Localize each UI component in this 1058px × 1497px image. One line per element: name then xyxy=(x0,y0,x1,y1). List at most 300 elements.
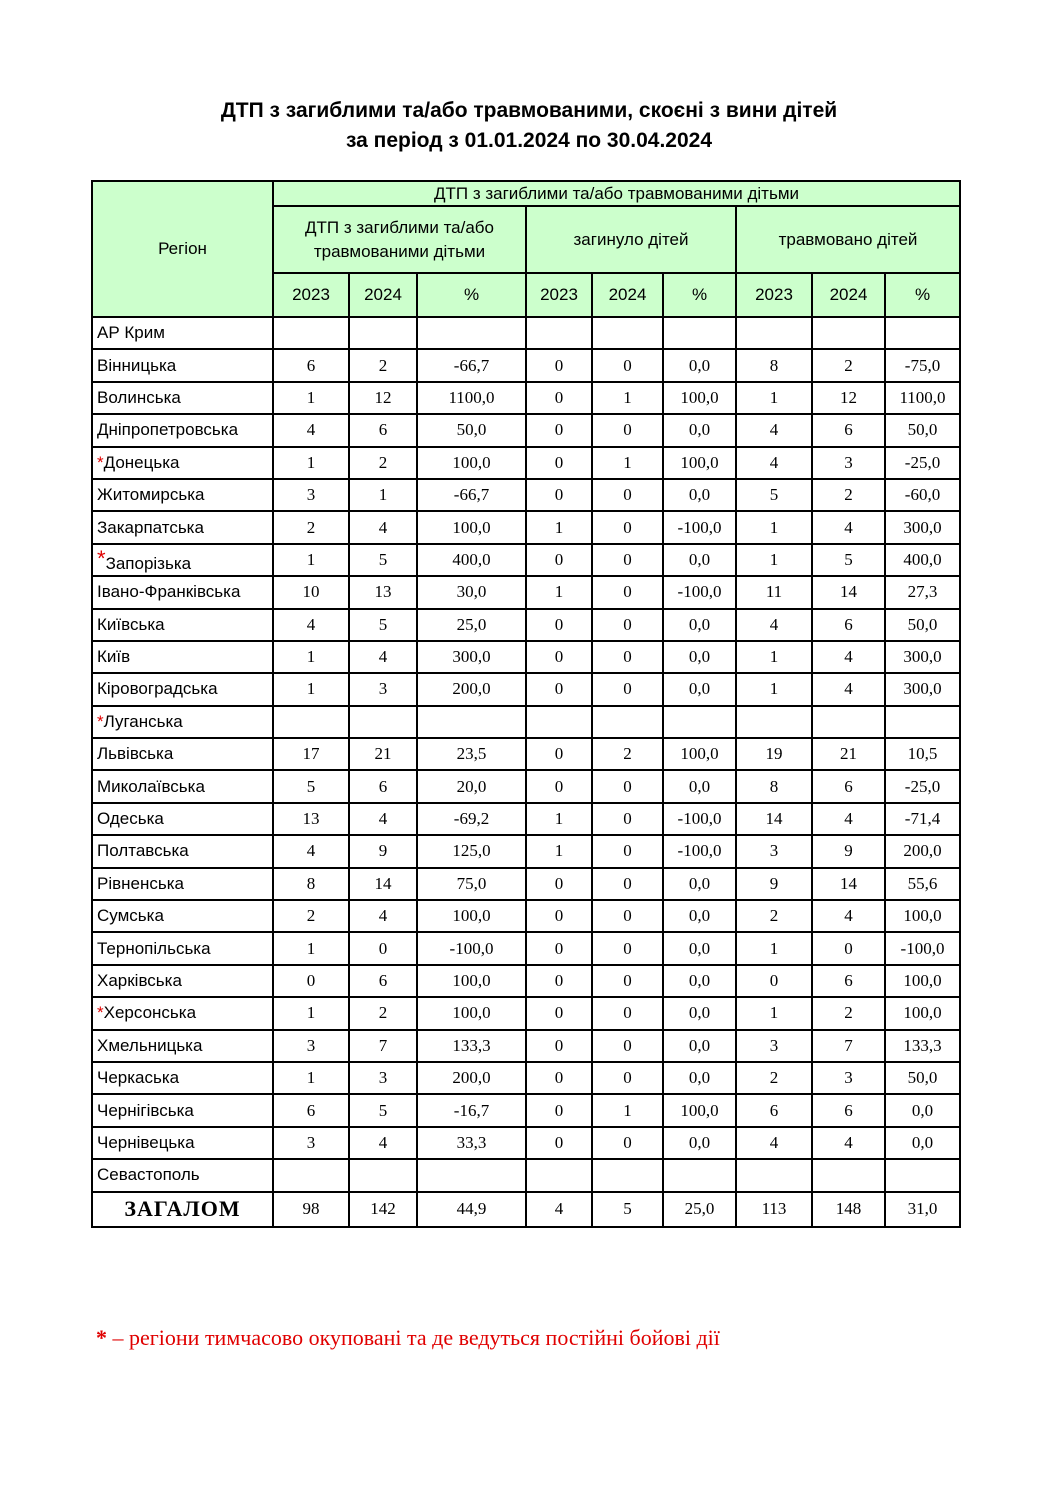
value-cell: 4 xyxy=(273,835,349,867)
region-cell xyxy=(92,997,273,1029)
value-cell: 3 xyxy=(273,1127,349,1159)
value-cell: 5 xyxy=(349,544,417,576)
value-cell xyxy=(349,317,417,349)
pct-cell: 100,0 xyxy=(417,511,526,543)
value-cell: 1 xyxy=(273,544,349,576)
value-cell: 0 xyxy=(526,349,592,381)
pct-cell: 100,0 xyxy=(417,900,526,932)
pct-cell: 33,3 xyxy=(417,1127,526,1159)
header-injured-2024: 2024 xyxy=(812,273,885,317)
value-cell: 1 xyxy=(273,447,349,479)
value-cell: 0 xyxy=(592,576,663,608)
region-name: Полтавська xyxy=(97,841,189,861)
region-name: Київська xyxy=(97,614,165,634)
pct-cell: -16,7 xyxy=(417,1094,526,1126)
value-cell: 2 xyxy=(736,900,812,932)
pct-cell: 300,0 xyxy=(885,511,960,543)
pct-cell: 133,3 xyxy=(417,1030,526,1062)
region-cell xyxy=(92,382,273,414)
value-cell: 0 xyxy=(526,479,592,511)
pct-cell: 300,0 xyxy=(885,673,960,705)
value-cell: 0 xyxy=(592,1062,663,1094)
pct-cell: 100,0 xyxy=(417,447,526,479)
value-cell: 8 xyxy=(736,349,812,381)
value-cell xyxy=(349,706,417,738)
value-cell: 1 xyxy=(349,479,417,511)
value-cell: 6 xyxy=(349,770,417,802)
table-row xyxy=(92,835,960,867)
value-cell: 0 xyxy=(526,997,592,1029)
value-cell: 11 xyxy=(736,576,812,608)
pct-cell xyxy=(417,1159,526,1191)
value-cell: 10 xyxy=(273,576,349,608)
value-cell: 5 xyxy=(812,544,885,576)
value-cell: 19 xyxy=(736,738,812,770)
region-cell xyxy=(92,414,273,446)
value-cell: 1 xyxy=(736,382,812,414)
value-cell xyxy=(812,706,885,738)
region-cell xyxy=(92,544,273,576)
region-name: Вінницька xyxy=(97,355,177,375)
pct-cell: 27,3 xyxy=(885,576,960,608)
value-cell: 0 xyxy=(592,349,663,381)
pct-cell: 100,0 xyxy=(417,997,526,1029)
region-name: Житомирська xyxy=(97,485,205,505)
table-row xyxy=(92,317,960,349)
region-cell xyxy=(92,1062,273,1094)
pct-cell: 75,0 xyxy=(417,868,526,900)
header-group-dtp: ДТП з загиблими та/або травмованими дітьми xyxy=(273,206,526,273)
header-killed-pct: % xyxy=(663,273,736,317)
pct-cell: -25,0 xyxy=(885,447,960,479)
pct-cell: 0,0 xyxy=(663,544,736,576)
value-cell: 0 xyxy=(812,932,885,964)
value-cell: 0 xyxy=(592,900,663,932)
value-cell: 5 xyxy=(349,1094,417,1126)
value-cell: 0 xyxy=(526,1030,592,1062)
pct-cell: 300,0 xyxy=(885,641,960,673)
pct-cell: 1100,0 xyxy=(417,382,526,414)
table-row xyxy=(92,576,960,608)
pct-cell: 0,0 xyxy=(663,1062,736,1094)
region-name: Миколаївська xyxy=(97,776,205,796)
region-name: Одеська xyxy=(97,809,164,829)
pct-cell xyxy=(663,317,736,349)
pct-cell: -66,7 xyxy=(417,479,526,511)
value-cell: 6 xyxy=(812,770,885,802)
pct-cell: -100,0 xyxy=(663,803,736,835)
pct-cell: 300,0 xyxy=(417,641,526,673)
value-cell: 1 xyxy=(592,382,663,414)
region-name: Черкаська xyxy=(97,1068,180,1088)
value-cell xyxy=(736,317,812,349)
pct-cell: 125,0 xyxy=(417,835,526,867)
value-cell: 1 xyxy=(592,447,663,479)
total-value-cell: 98 xyxy=(273,1192,349,1227)
value-cell: 1 xyxy=(736,932,812,964)
value-cell: 4 xyxy=(349,1127,417,1159)
value-cell: 1 xyxy=(736,511,812,543)
value-cell: 4 xyxy=(349,803,417,835)
value-cell: 0 xyxy=(592,803,663,835)
region-name: Київ xyxy=(97,647,131,667)
region-cell xyxy=(92,1159,273,1191)
value-cell: 1 xyxy=(273,932,349,964)
value-cell: 0 xyxy=(592,770,663,802)
table-row xyxy=(92,479,960,511)
value-cell: 0 xyxy=(526,738,592,770)
value-cell: 7 xyxy=(812,1030,885,1062)
value-cell xyxy=(273,1159,349,1191)
header-group-killed: загинуло дітей xyxy=(526,206,736,273)
value-cell: 4 xyxy=(736,1127,812,1159)
pct-cell xyxy=(885,1159,960,1191)
value-cell: 0 xyxy=(592,414,663,446)
value-cell: 2 xyxy=(812,349,885,381)
pct-cell: 100,0 xyxy=(885,965,960,997)
value-cell: 4 xyxy=(736,609,812,641)
value-cell: 9 xyxy=(349,835,417,867)
total-value-cell: 142 xyxy=(349,1192,417,1227)
table-row xyxy=(92,641,960,673)
region-name: Запорізька xyxy=(105,553,192,573)
value-cell: 4 xyxy=(812,673,885,705)
value-cell: 0 xyxy=(592,673,663,705)
table-row xyxy=(92,609,960,641)
region-name: Донецька xyxy=(103,452,180,472)
value-cell: 1 xyxy=(736,641,812,673)
pct-cell xyxy=(885,706,960,738)
value-cell: 8 xyxy=(736,770,812,802)
header-injured-pct: % xyxy=(885,273,960,317)
region-name: Луганська xyxy=(103,711,183,731)
header-dtp-pct: % xyxy=(417,273,526,317)
value-cell xyxy=(526,1159,592,1191)
pct-cell: 0,0 xyxy=(663,900,736,932)
total-pct-cell: 44,9 xyxy=(417,1192,526,1227)
value-cell: 6 xyxy=(349,414,417,446)
table-row xyxy=(92,1127,960,1159)
pct-cell: 100,0 xyxy=(663,447,736,479)
region-cell xyxy=(92,1127,273,1159)
value-cell: 2 xyxy=(736,1062,812,1094)
value-cell: 0 xyxy=(592,965,663,997)
pct-cell: 400,0 xyxy=(885,544,960,576)
pct-cell: 100,0 xyxy=(663,382,736,414)
pct-cell: 0,0 xyxy=(663,965,736,997)
value-cell: 0 xyxy=(526,609,592,641)
value-cell: 4 xyxy=(812,900,885,932)
table-row xyxy=(92,673,960,705)
value-cell: 0 xyxy=(592,511,663,543)
value-cell xyxy=(526,706,592,738)
value-cell: 4 xyxy=(273,414,349,446)
region-cell xyxy=(92,641,273,673)
region-cell xyxy=(92,868,273,900)
value-cell: 2 xyxy=(592,738,663,770)
value-cell: 0 xyxy=(526,1094,592,1126)
value-cell: 5 xyxy=(349,609,417,641)
value-cell: 3 xyxy=(812,447,885,479)
value-cell: 1 xyxy=(526,835,592,867)
pct-cell: 0,0 xyxy=(663,414,736,446)
value-cell: 0 xyxy=(526,382,592,414)
value-cell: 4 xyxy=(812,1127,885,1159)
value-cell: 3 xyxy=(273,1030,349,1062)
table-row xyxy=(92,900,960,932)
table-row xyxy=(92,965,960,997)
total-pct-cell: 31,0 xyxy=(885,1192,960,1227)
pct-cell: 0,0 xyxy=(885,1094,960,1126)
value-cell: 2 xyxy=(273,900,349,932)
table-row xyxy=(92,803,960,835)
pct-cell: 23,5 xyxy=(417,738,526,770)
value-cell: 5 xyxy=(736,479,812,511)
value-cell: 0 xyxy=(526,868,592,900)
value-cell: 0 xyxy=(526,641,592,673)
value-cell xyxy=(273,317,349,349)
pct-cell: 0,0 xyxy=(663,770,736,802)
value-cell: 1 xyxy=(526,511,592,543)
pct-cell: 50,0 xyxy=(885,414,960,446)
value-cell: 1 xyxy=(592,1094,663,1126)
value-cell: 5 xyxy=(273,770,349,802)
pct-cell: 20,0 xyxy=(417,770,526,802)
value-cell: 1 xyxy=(736,544,812,576)
region-name: АР Крим xyxy=(97,323,165,343)
title-line-2: за період з 01.01.2024 по 30.04.2024 xyxy=(345,129,713,152)
value-cell: 0 xyxy=(592,997,663,1029)
region-cell xyxy=(92,1030,273,1062)
table-row xyxy=(92,1062,960,1094)
region-name: Рівненська xyxy=(97,873,185,893)
value-cell: 0 xyxy=(592,609,663,641)
value-cell: 13 xyxy=(349,576,417,608)
value-cell: 0 xyxy=(736,965,812,997)
pct-cell: 55,6 xyxy=(885,868,960,900)
total-value-cell: 5 xyxy=(592,1192,663,1227)
pct-cell: 0,0 xyxy=(663,868,736,900)
value-cell: 14 xyxy=(812,576,885,608)
pct-cell: -100,0 xyxy=(885,932,960,964)
pct-cell: 0,0 xyxy=(663,479,736,511)
pct-cell: 100,0 xyxy=(663,738,736,770)
footnote-text: – регіони тимчасово окуповані та де ведуться постійні бойові дії xyxy=(107,1325,720,1350)
pct-cell: -100,0 xyxy=(417,932,526,964)
value-cell: 0 xyxy=(592,1030,663,1062)
value-cell: 6 xyxy=(273,349,349,381)
pct-cell: 0,0 xyxy=(663,1127,736,1159)
value-cell: 0 xyxy=(349,932,417,964)
value-cell: 0 xyxy=(526,900,592,932)
region-cell xyxy=(92,738,273,770)
value-cell: 4 xyxy=(349,511,417,543)
pct-cell: 1100,0 xyxy=(885,382,960,414)
pct-cell xyxy=(885,317,960,349)
value-cell: 1 xyxy=(736,997,812,1029)
region-cell xyxy=(92,609,273,641)
pct-cell: 50,0 xyxy=(885,609,960,641)
value-cell: 0 xyxy=(592,868,663,900)
pct-cell: -75,0 xyxy=(885,349,960,381)
value-cell: 4 xyxy=(349,900,417,932)
value-cell: 21 xyxy=(812,738,885,770)
region-cell xyxy=(92,349,273,381)
pct-cell: 100,0 xyxy=(417,965,526,997)
region-name: Хмельницька xyxy=(97,1035,203,1055)
pct-cell: 25,0 xyxy=(417,609,526,641)
pct-cell: 50,0 xyxy=(417,414,526,446)
value-cell: 12 xyxy=(812,382,885,414)
occupied-marker: * xyxy=(97,711,104,731)
value-cell: 1 xyxy=(526,576,592,608)
header-group-all: ДТП з загиблими та/або травмованими дітьми xyxy=(273,181,960,206)
value-cell: 2 xyxy=(273,511,349,543)
value-cell xyxy=(592,1159,663,1191)
pct-cell: 30,0 xyxy=(417,576,526,608)
pct-cell: -100,0 xyxy=(663,511,736,543)
value-cell: 4 xyxy=(273,609,349,641)
region-cell xyxy=(92,317,273,349)
value-cell: 21 xyxy=(349,738,417,770)
table-row xyxy=(92,868,960,900)
value-cell: 3 xyxy=(349,673,417,705)
table-row xyxy=(92,382,960,414)
region-cell xyxy=(92,835,273,867)
occupied-marker: * xyxy=(97,1003,104,1023)
pct-cell: -66,7 xyxy=(417,349,526,381)
pct-cell: -71,4 xyxy=(885,803,960,835)
table-row xyxy=(92,1030,960,1062)
total-value-cell: 148 xyxy=(812,1192,885,1227)
pct-cell: 0,0 xyxy=(663,932,736,964)
value-cell: 1 xyxy=(273,997,349,1029)
region-name: Херсонська xyxy=(103,1003,197,1023)
value-cell: 6 xyxy=(736,1094,812,1126)
value-cell: 1 xyxy=(736,673,812,705)
value-cell: 0 xyxy=(526,1062,592,1094)
value-cell: 0 xyxy=(526,673,592,705)
total-row xyxy=(92,1192,960,1227)
region-name: Чернівецька xyxy=(97,1132,195,1152)
pct-cell: -100,0 xyxy=(663,576,736,608)
occupied-marker: * xyxy=(97,545,106,571)
value-cell: 1 xyxy=(526,803,592,835)
region-cell xyxy=(92,1094,273,1126)
value-cell xyxy=(736,1159,812,1191)
value-cell: 6 xyxy=(812,609,885,641)
occupied-marker: * xyxy=(97,452,104,472)
pct-cell: 0,0 xyxy=(663,1030,736,1062)
value-cell: 0 xyxy=(592,932,663,964)
region-cell xyxy=(92,447,273,479)
header-region: Регіон xyxy=(92,181,273,317)
region-name: Кіровоградська xyxy=(97,679,218,699)
region-name: Чернігівська xyxy=(97,1100,194,1120)
table-row xyxy=(92,511,960,543)
region-cell xyxy=(92,576,273,608)
pct-cell: -25,0 xyxy=(885,770,960,802)
total-value-cell: 113 xyxy=(736,1192,812,1227)
value-cell: 14 xyxy=(736,803,812,835)
pct-cell: 100,0 xyxy=(663,1094,736,1126)
footnote-star: * xyxy=(96,1325,107,1350)
region-cell xyxy=(92,479,273,511)
value-cell: 0 xyxy=(592,479,663,511)
pct-cell xyxy=(417,317,526,349)
value-cell: 3 xyxy=(736,835,812,867)
pct-cell: 0,0 xyxy=(663,349,736,381)
value-cell: 17 xyxy=(273,738,349,770)
value-cell: 3 xyxy=(273,479,349,511)
value-cell: 1 xyxy=(273,673,349,705)
value-cell xyxy=(592,706,663,738)
value-cell xyxy=(812,317,885,349)
value-cell: 1 xyxy=(273,1062,349,1094)
pct-cell: -60,0 xyxy=(885,479,960,511)
value-cell: 1 xyxy=(273,382,349,414)
header-dtp-2023: 2023 xyxy=(273,273,349,317)
value-cell xyxy=(526,317,592,349)
value-cell: 6 xyxy=(349,965,417,997)
value-cell: 0 xyxy=(592,835,663,867)
pct-cell: -100,0 xyxy=(663,835,736,867)
region-cell xyxy=(92,511,273,543)
value-cell: 0 xyxy=(526,447,592,479)
value-cell: 13 xyxy=(273,803,349,835)
pct-cell: 200,0 xyxy=(885,835,960,867)
table-row xyxy=(92,447,960,479)
table-row xyxy=(92,770,960,802)
value-cell: 2 xyxy=(349,997,417,1029)
value-cell: 2 xyxy=(349,349,417,381)
value-cell: 9 xyxy=(812,835,885,867)
value-cell: 0 xyxy=(592,1127,663,1159)
value-cell: 12 xyxy=(349,382,417,414)
region-name: Сумська xyxy=(97,906,164,926)
value-cell: 4 xyxy=(736,414,812,446)
pct-cell: 50,0 xyxy=(885,1062,960,1094)
value-cell: 3 xyxy=(349,1062,417,1094)
value-cell: 2 xyxy=(349,447,417,479)
pct-cell: 0,0 xyxy=(663,609,736,641)
table-row xyxy=(92,544,960,576)
value-cell: 7 xyxy=(349,1030,417,1062)
value-cell: 0 xyxy=(526,770,592,802)
value-cell: 4 xyxy=(736,447,812,479)
region-cell xyxy=(92,770,273,802)
value-cell: 1 xyxy=(273,641,349,673)
header-group-injured: травмовано дітей xyxy=(736,206,960,273)
pct-cell: -69,2 xyxy=(417,803,526,835)
region-name: Івано-Франківська xyxy=(97,582,241,602)
pct-cell: 10,5 xyxy=(885,738,960,770)
region-cell xyxy=(92,932,273,964)
value-cell xyxy=(349,1159,417,1191)
value-cell: 6 xyxy=(273,1094,349,1126)
value-cell: 0 xyxy=(273,965,349,997)
pct-cell: 133,3 xyxy=(885,1030,960,1062)
pct-cell xyxy=(663,1159,736,1191)
table-row xyxy=(92,1159,960,1191)
value-cell: 6 xyxy=(812,414,885,446)
table-row xyxy=(92,997,960,1029)
value-cell: 6 xyxy=(812,1094,885,1126)
value-cell xyxy=(812,1159,885,1191)
pct-cell: 0,0 xyxy=(663,673,736,705)
table-row xyxy=(92,706,960,738)
value-cell: 8 xyxy=(273,868,349,900)
